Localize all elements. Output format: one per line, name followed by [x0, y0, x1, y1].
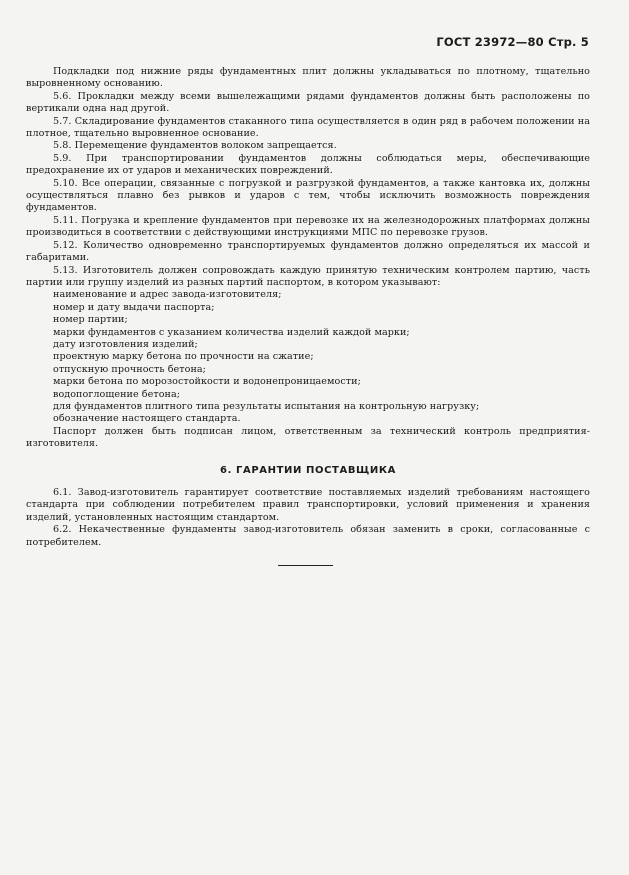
list-item: марки фундаментов с указанием количества изделий каждой марки;: [53, 326, 410, 338]
paragraph-5-6: 5.6. Прокладки между всеми вышележащими рядами фундаментов должны быть расположены по вертикали одна над другой.: [26, 90, 590, 115]
paragraph-5-9: 5.9. При транспортировании фундаментов должны соблюдаться меры, обеспечивающие предохранение их от ударов и механических повреждений.: [26, 152, 590, 177]
paragraph-5-12: 5.12. Количество одновременно транспортируемых фундаментов должно определяться их массой и габаритами.: [26, 239, 590, 264]
list-item: проектную марку бетона по прочности на сжатие;: [53, 351, 314, 363]
list-item: отпускную прочность бетона;: [53, 363, 206, 375]
list-item: обозначение настоящего стандарта.: [53, 413, 241, 425]
paragraph-6-1: 6.1. Завод-изготовитель гарантирует соответствие поставляемых изделий требованиям настоящего стандарта при соблюдении потребителем правил транспортировки, условий применения и хранения изделий, установленных настоящим стандартом.: [26, 487, 590, 523]
list-item: водопоглощение бетона;: [53, 388, 181, 400]
paragraph-5-7: 5.7. Складирование фундаментов стаканного типа осуществляется в один ряд в рабочем положении на плотное, тщательно выровненное основание.: [26, 115, 590, 140]
standard-number: ГОСТ 23972—80: [436, 35, 544, 49]
list-item: номер и дату выдачи паспорта;: [53, 301, 215, 313]
paragraph-6-2: 6.2. Некачественные фундаменты завод-изготовитель обязан заменить в сроки, согласованные с потребителем.: [26, 524, 590, 548]
page-header: [436, 35, 589, 49]
list-item: марки бетона по морозостойкости и водонепроницаемости;: [53, 376, 361, 388]
paragraph-5-8: 5.8. Перемещение фундаментов волоком запрещается.: [53, 140, 337, 152]
end-rule-divider: [278, 565, 333, 566]
page-number: Стр. 5: [548, 35, 589, 49]
list-item: номер партии;: [53, 314, 128, 326]
section-6-title: 6. ГАРАНТИИ ПОСТАВЩИКА: [220, 464, 396, 476]
paragraph-5-5-continued: Подкладки под нижние ряды фундаментных плит должны укладываться по плотному, тщательно выровненному основанию.: [26, 66, 590, 90]
passport-list: [26, 289, 590, 425]
signature-paragraph: Паспорт должен быть подписан лицом, ответственным за технический контроль предприятия-изготовителя.: [26, 425, 590, 450]
document-body: [26, 66, 590, 549]
list-item: наименование и адрес завода-изготовителя;: [53, 289, 282, 301]
paragraph-5-13: 5.13. Изготовитель должен сопровождать каждую принятую техническим контролем партию, часть партии или группу изделий из разных партий паспортом, в котором указывают:: [26, 264, 590, 288]
paragraph-5-11: 5.11. Погрузка и крепление фундаментов при перевозке их на железнодорожных платформах должны производиться в соответствии с действующими инструкциями МПС по перевозке грузов.: [26, 214, 590, 239]
list-item: для фундаментов плитного типа результаты испытания на контрольную нагрузку;: [53, 400, 480, 412]
paragraph-5-10: 5.10. Все операции, связанные с погрузкой и разгрузкой фундаментов, а также кантовка их, должны осуществляться плавно без рывков и ударов с тем, чтобы исключить возможность повреждения фундаментов.: [26, 177, 590, 214]
list-item: дату изготовления изделий;: [53, 338, 198, 350]
